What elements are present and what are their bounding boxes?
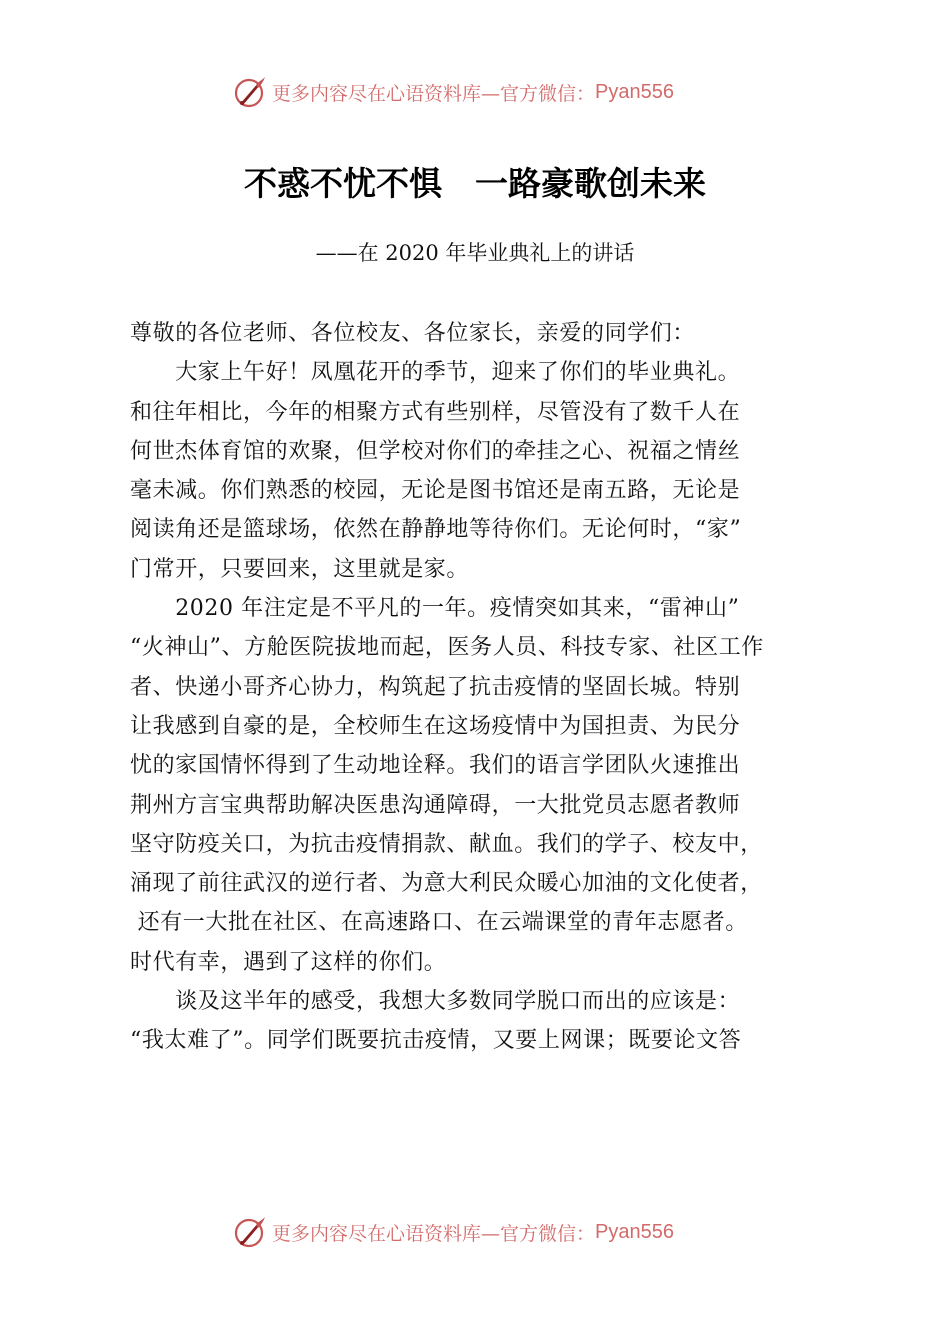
- body-line: 阅读角还是篮球场，依然在静静地等待你们。无论何时，“家”: [130, 517, 742, 543]
- document-subtitle: ——在 2020 年毕业典礼上的讲话: [315, 241, 635, 265]
- body-line: “火神山”、方舱医院拔地而起，医务人员、科技专家、社区工作: [130, 635, 764, 661]
- header-banner: [0, 72, 950, 112]
- body-line: 涌现了前往武汉的逆行者、为意大利民众暖心加油的文化使者，: [130, 871, 763, 897]
- body-line: 和往年相比，今年的相聚方式有些别样，尽管没有了数千人在: [130, 399, 741, 425]
- body-line: 谈及这半年的感受，我想大多数同学脱口而出的应该是：: [130, 989, 741, 1015]
- banner-text: 更多内容尽在心语资料库—官方微信：: [272, 1222, 596, 1245]
- body-line: 大家上午好！凤凰花开的季节，迎来了你们的毕业典礼。: [130, 360, 741, 386]
- document-body: [130, 314, 845, 1061]
- body-line: 尊敬的各位老师、各位校友、各位家长，亲爱的同学们：: [130, 321, 696, 346]
- body-line: “我太难了”。同学们既要抗击疫情，又要上网课；既要论文答: [130, 1028, 742, 1054]
- footer-banner: [0, 1212, 950, 1252]
- body-line: 毫未减。你们熟悉的校园，无论是图书馆还是南五路，无论是: [130, 478, 741, 504]
- body-line: 2020 年注定是不平凡的一年。疫情突如其来，“雷神山”: [130, 596, 740, 622]
- body-line: 何世杰体育馆的欢聚，但学校对你们的牵挂之心、祝福之情丝: [130, 438, 741, 464]
- quill-logo-icon: [232, 1214, 268, 1250]
- body-line: 门常开，只要回来，这里就是家。: [130, 556, 470, 582]
- body-line: 坚守防疫关口，为抗击疫情捐款、献血。我们的学子、校友中，: [130, 831, 763, 857]
- body-line: 荆州方言宝典帮助解决医患沟通障碍，一大批党员志愿者教师: [130, 792, 741, 818]
- wechat-id: Pyan556: [595, 1220, 674, 1243]
- body-line: 让我感到自豪的是，全校师生在这场疫情中为国担责、为民分: [130, 713, 741, 739]
- banner-text: 更多内容尽在心语资料库—官方微信：: [272, 82, 596, 105]
- body-line: 者、快递小哥齐心协力，构筑起了抗击疫情的坚固长城。特别: [130, 674, 741, 700]
- quill-logo-icon: [232, 74, 268, 110]
- body-line: 时代有幸，遇到了这样的你们。: [130, 949, 447, 975]
- document-title: 不惑不忧不惧 一路豪歌创未来: [244, 164, 706, 203]
- body-line: 忧的家国情怀得到了生动地诠释。我们的语言学团队火速推出: [130, 753, 741, 779]
- wechat-id: Pyan556: [595, 80, 674, 103]
- body-line: 还有一大批在社区、在高速路口、在云端课堂的青年志愿者。: [130, 910, 748, 936]
